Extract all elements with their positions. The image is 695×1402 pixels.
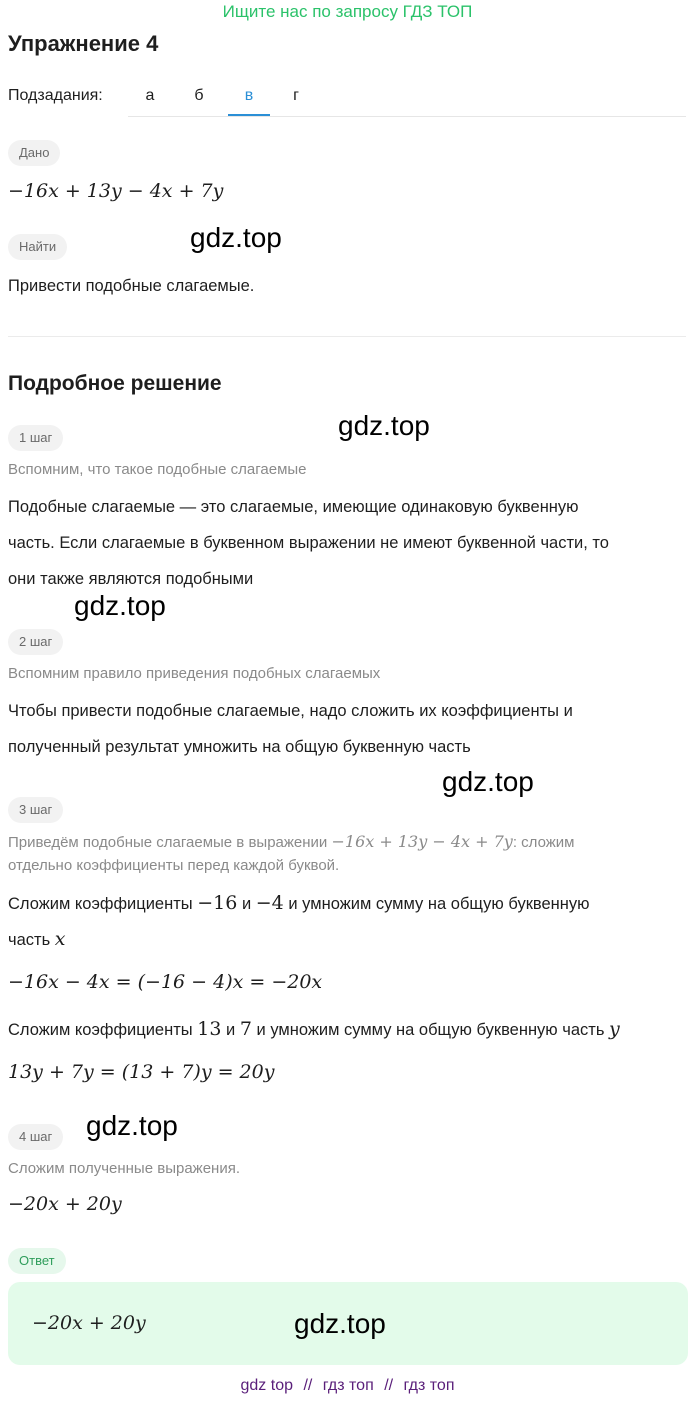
step-1-badge: 1 шаг xyxy=(8,425,63,451)
subtasks-tabs xyxy=(128,80,686,117)
watermark: gdz.top xyxy=(190,222,282,253)
variable: y xyxy=(609,1018,620,1040)
step-3-hint-line2: отдельно коэффициенты перед каждой буквой. xyxy=(8,857,340,874)
step-3-x-text-line2 xyxy=(8,921,688,958)
step-3-x-text xyxy=(8,885,688,922)
coefficient: −16 xyxy=(197,892,238,914)
step-3-text: и умножим сумму на общую буквенную xyxy=(288,895,590,913)
step-4-badge: 4 шаг xyxy=(8,1124,63,1150)
step-3-hint-expression: −16x + 13y − 4x + 7y xyxy=(331,832,513,851)
step-3-text: часть xyxy=(8,931,51,949)
given-badge: Дано xyxy=(8,140,60,166)
answer-badge: Ответ xyxy=(8,1248,66,1274)
tab-b[interactable]: б xyxy=(194,87,204,104)
tab-g[interactable]: г xyxy=(293,87,299,104)
step-3-text: Сложим коэффициенты xyxy=(8,1021,193,1039)
step-2-line: Чтобы привести подобные слагаемые, надо сложить их коэффициенты и xyxy=(8,702,573,720)
x-equation: −16x − 4x = (−16 − 4)x = −20x xyxy=(8,971,323,993)
step-2-badge: 2 шаг xyxy=(8,629,63,655)
answer-box xyxy=(8,1282,688,1365)
step-1-line: они также являются подобными xyxy=(8,570,254,588)
tab-a[interactable]: а xyxy=(145,87,155,104)
subtasks-label: Подзадания: xyxy=(8,87,103,104)
page-title: Упражнение 4 xyxy=(8,31,159,56)
step-3-text: и xyxy=(226,1021,236,1039)
step-3-y-text xyxy=(8,1011,692,1048)
step-3-hint xyxy=(8,830,688,855)
step-1-line: часть. Если слагаемые в буквенном выражении не имеют буквенной части, то xyxy=(8,534,609,552)
step-4-result: −20x + 20y xyxy=(8,1193,122,1215)
find-badge: Найти xyxy=(8,234,67,260)
coefficient: 13 xyxy=(197,1018,222,1040)
y-equation: 13y + 7y = (13 + 7)y = 20y xyxy=(8,1061,275,1083)
watermark: gdz.top xyxy=(294,1308,386,1339)
variable: x xyxy=(54,928,66,950)
step-3-badge: 3 шаг xyxy=(8,797,63,823)
step-1-hint: Вспомним, что такое подобные слагаемые xyxy=(8,461,307,478)
step-3-text: Сложим коэффициенты xyxy=(8,895,193,913)
coefficient: −4 xyxy=(255,892,284,914)
watermark: gdz.top xyxy=(86,1110,178,1141)
footer-separator: // xyxy=(303,1377,313,1394)
watermark: gdz.top xyxy=(442,766,534,797)
step-3-text: и xyxy=(241,895,252,913)
solution-title: Подробное решение xyxy=(8,372,222,395)
section-divider xyxy=(8,336,686,337)
step-3-hint-text: Приведём подобные слагаемые в выражении xyxy=(8,834,328,851)
step-4-hint: Сложим полученные выражения. xyxy=(8,1160,240,1177)
step-2-hint: Вспомним правило приведения подобных слагаемых xyxy=(8,665,381,682)
step-2-line: полученный результат умножить на общую буквенную часть xyxy=(8,738,471,756)
footer-link[interactable]: гдз топ xyxy=(403,1377,455,1394)
find-text: Привести подобные слагаемые. xyxy=(8,277,255,295)
footer-links xyxy=(0,1377,695,1395)
step-3-hint-text: : сложим xyxy=(512,834,575,851)
coefficient: 7 xyxy=(239,1018,252,1040)
step-3-text: и умножим сумму на общую буквенную часть xyxy=(256,1021,605,1039)
step-1-line: Подобные слагаемые — это слагаемые, имеющие одинаковую буквенную xyxy=(8,498,579,516)
given-expression: −16x + 13y − 4x + 7y xyxy=(8,180,224,202)
answer-value: −20x + 20y xyxy=(32,1312,146,1334)
watermark: gdz.top xyxy=(74,590,166,621)
footer-separator: // xyxy=(384,1377,394,1394)
watermark: gdz.top xyxy=(338,410,430,441)
search-banner: Ищите нас по запросу ГДЗ ТОП xyxy=(222,2,473,21)
tab-v[interactable]: в xyxy=(228,80,270,116)
footer-link[interactable]: гдз топ xyxy=(322,1377,374,1394)
footer-link[interactable]: gdz top xyxy=(240,1377,293,1394)
